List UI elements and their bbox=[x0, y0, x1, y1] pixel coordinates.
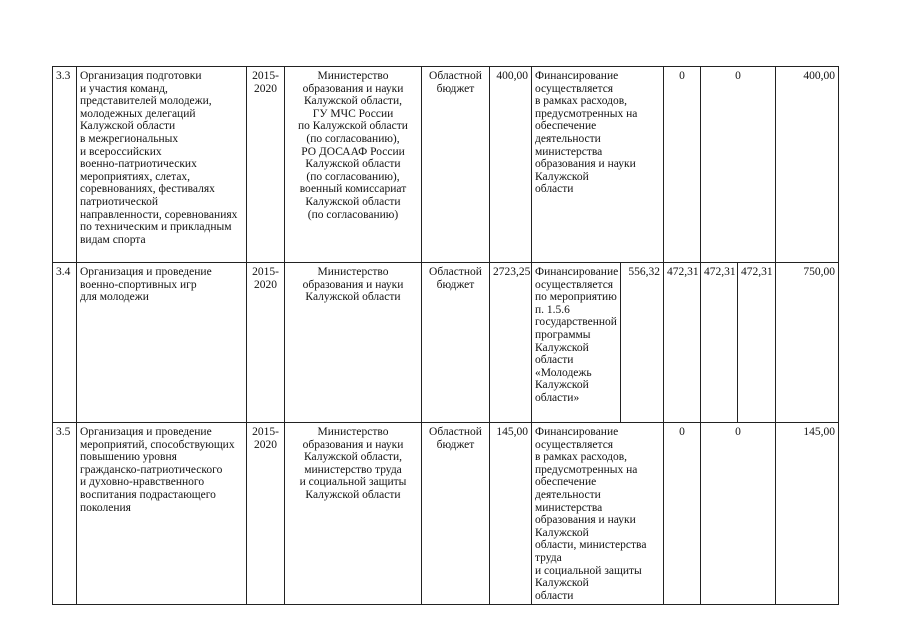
row-number: 3.3 bbox=[53, 67, 77, 263]
year-value-cell: 472,31 bbox=[664, 263, 701, 423]
funding-source-cell: Областной бюджет bbox=[422, 67, 490, 263]
table-row bbox=[53, 423, 839, 605]
financing-note-cell: Финансирование осуществляется по мероприятию п. 1.5.6 государственной программы Калужской области «Молодежь Калужской области» bbox=[532, 263, 621, 423]
total-amount-cell: 400,00 bbox=[490, 67, 532, 263]
funding-source-cell: Областной бюджет bbox=[422, 423, 490, 605]
row-number: 3.5 bbox=[53, 423, 77, 605]
period-cell: 2015- 2020 bbox=[247, 263, 285, 423]
activity-cell: Организация и проведение военно-спортивных игр для молодежи bbox=[77, 263, 247, 423]
period-cell: 2015- 2020 bbox=[247, 67, 285, 263]
year-value-cell: 0 bbox=[664, 67, 701, 263]
year-value-cell: 472,31 bbox=[701, 263, 738, 423]
activity-cell: Организация подготовки и участия команд, представителей молодежи, молодежных делегаций Калужской области в межрегиональных и всероссийских военно-патриотических мероприятиях, слетах, соревнованиях, фестивалях патриотической направленности, соревнованиях по техническим и прикладным видам спорта bbox=[77, 67, 247, 263]
executor-cell: Министерство образования и науки Калужской области bbox=[285, 263, 422, 423]
financing-note-cell: Финансирование осуществляется в рамках расходов, предусмотренных на обеспечение деятельности министерства образования и науки Калужской области, министерства труда и социальной защиты Калужской области bbox=[532, 423, 664, 605]
period-cell: 2015- 2020 bbox=[247, 423, 285, 605]
table-row bbox=[53, 67, 839, 263]
total-amount-cell: 2723,25 bbox=[490, 263, 532, 423]
year-value-cell: 750,00 bbox=[776, 263, 839, 423]
year-value-cell: 0 bbox=[701, 423, 776, 605]
executor-cell: Министерство образования и науки Калужской области, ГУ МЧС России по Калужской области (по согласованию), РО ДОСААФ России Калужской области (по согласованию), военный комиссариат Калужской области (по согласованию) bbox=[285, 67, 422, 263]
year-value-cell: 400,00 bbox=[776, 67, 839, 263]
year-value-cell: 556,32 bbox=[621, 263, 664, 423]
financing-note-cell: Финансирование осуществляется в рамках расходов, предусмотренных на обеспечение деятельности министерства образования и науки Калужской области bbox=[532, 67, 664, 263]
year-value-cell: 0 bbox=[701, 67, 776, 263]
budget-table bbox=[52, 66, 839, 605]
total-amount-cell: 145,00 bbox=[490, 423, 532, 605]
year-value-cell: 0 bbox=[664, 423, 701, 605]
year-value-cell: 145,00 bbox=[776, 423, 839, 605]
year-value-cell: 472,31 bbox=[738, 263, 776, 423]
activity-cell: Организация и проведение мероприятий, способствующих повышению уровня гражданско-патриотического и духовно-нравственного воспитания подрастающего поколения bbox=[77, 423, 247, 605]
table-row bbox=[53, 263, 839, 423]
row-number: 3.4 bbox=[53, 263, 77, 423]
funding-source-cell: Областной бюджет bbox=[422, 263, 490, 423]
executor-cell: Министерство образования и науки Калужской области, министерство труда и социальной защиты Калужской области bbox=[285, 423, 422, 605]
